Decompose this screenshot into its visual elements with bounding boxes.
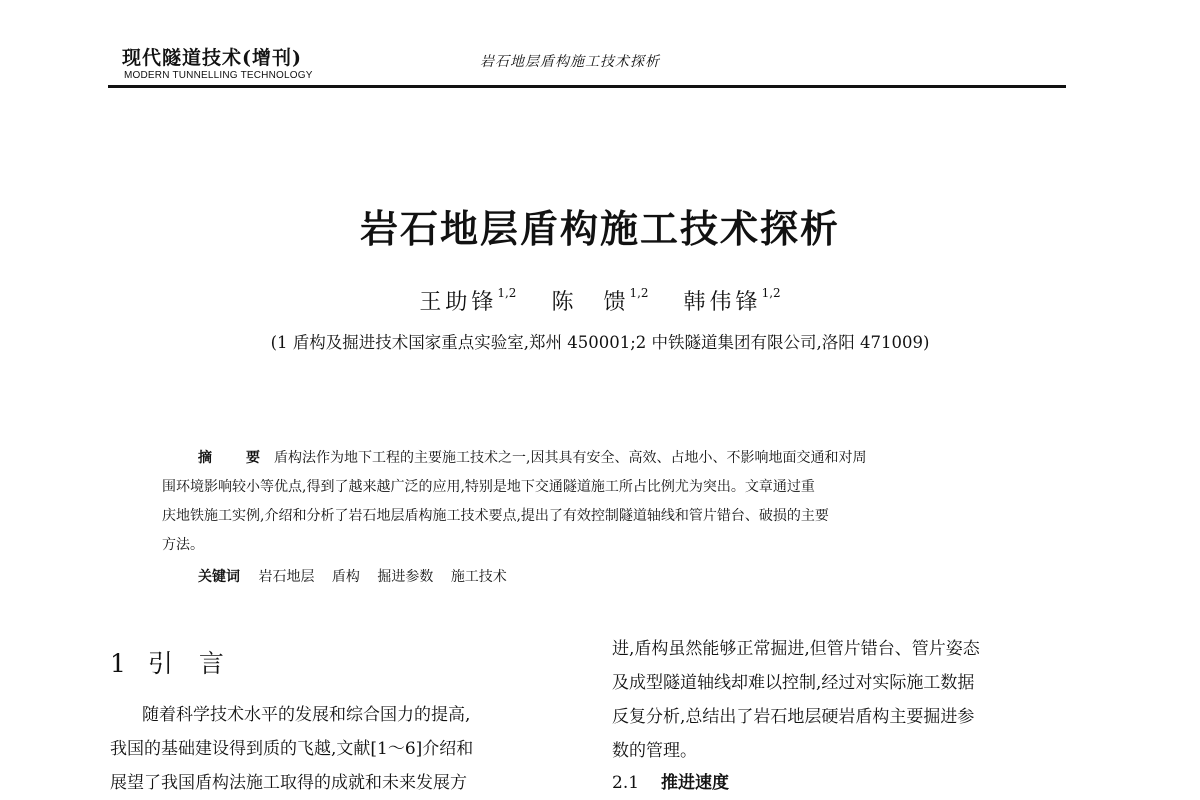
abstract-line	[162, 444, 1027, 473]
body-line: 及成型隧道轴线却难以控制,经过对实际施工数据	[612, 673, 975, 693]
body-line: 随着科学技术水平的发展和综合国力的提高,	[142, 705, 471, 725]
body-line: 数的管理。	[612, 741, 697, 761]
abstract-line: 庆地铁施工实例,介绍和分析了岩石地层盾构施工技术要点,提出了有效控制隧道轴线和管片错台、破损的主要	[162, 508, 829, 524]
right-column-text	[612, 632, 1072, 768]
keyword: 盾构	[331, 569, 360, 585]
keywords-label: 关键词	[198, 569, 240, 585]
keyword: 施工技术	[450, 569, 507, 585]
affiliation: (1 盾构及掘进技术国家重点实验室,郑州 450001;2 中铁隧道集团有限公司,洛阳 471009)	[270, 333, 930, 352]
body-line: 我国的基础建设得到质的飞越,文献[1～6]介绍和	[110, 739, 474, 759]
abstract-line: 方法。	[162, 537, 204, 553]
body-line: 进,盾构虽然能够正常掘进,但管片错台、管片姿态	[612, 639, 980, 659]
body-line: 展望了我国盾构法施工取得的成就和未来发展方	[110, 773, 467, 793]
keyword: 岩石地层	[258, 569, 315, 585]
section-title: 引言	[147, 649, 250, 678]
author-affiliation-mark: 1,2	[761, 285, 781, 300]
abstract	[162, 444, 1027, 560]
author	[684, 285, 781, 316]
keyword: 掘进参数	[377, 569, 434, 585]
author-name: 韩伟锋	[683, 290, 762, 315]
paper-title: 岩石地层盾构施工技术探析	[359, 206, 840, 251]
abstract-label: 摘 要	[198, 450, 270, 466]
header-rule	[108, 85, 1066, 88]
subsection-heading	[612, 768, 729, 793]
author	[551, 285, 648, 316]
author-list	[0, 285, 1200, 316]
section-heading	[110, 644, 250, 680]
running-title: 岩石地层盾构施工技术探析	[480, 54, 660, 70]
subsection-number: 2.1	[612, 773, 640, 793]
journal-name: 现代隧道技术(增刊)	[122, 47, 302, 69]
author-affiliation-mark: 1,2	[497, 285, 517, 300]
author	[419, 285, 516, 316]
author-name: 陈 馈	[551, 290, 630, 315]
author-affiliation-mark: 1,2	[629, 285, 649, 300]
journal-name-english: MODERN TUNNELLING TECHNOLOGY	[124, 70, 313, 81]
keywords	[198, 566, 520, 586]
abstract-line: 围环境影响较小等优点,得到了越来越广泛的应用,特别是地下交通隧道施工所占比例尤为突出。文章通过重	[162, 479, 815, 495]
left-column-text	[110, 698, 570, 800]
author-name: 王助锋	[419, 290, 498, 315]
subsection-title: 推进速度	[661, 773, 730, 793]
body-line: 反复分析,总结出了岩石地层硬岩盾构主要掘进参	[612, 707, 975, 727]
section-number: 1	[110, 649, 126, 678]
abstract-text: 盾构法作为地下工程的主要施工技术之一,因其具有安全、高效、占地小、不影响地面交通和对周	[274, 450, 867, 466]
